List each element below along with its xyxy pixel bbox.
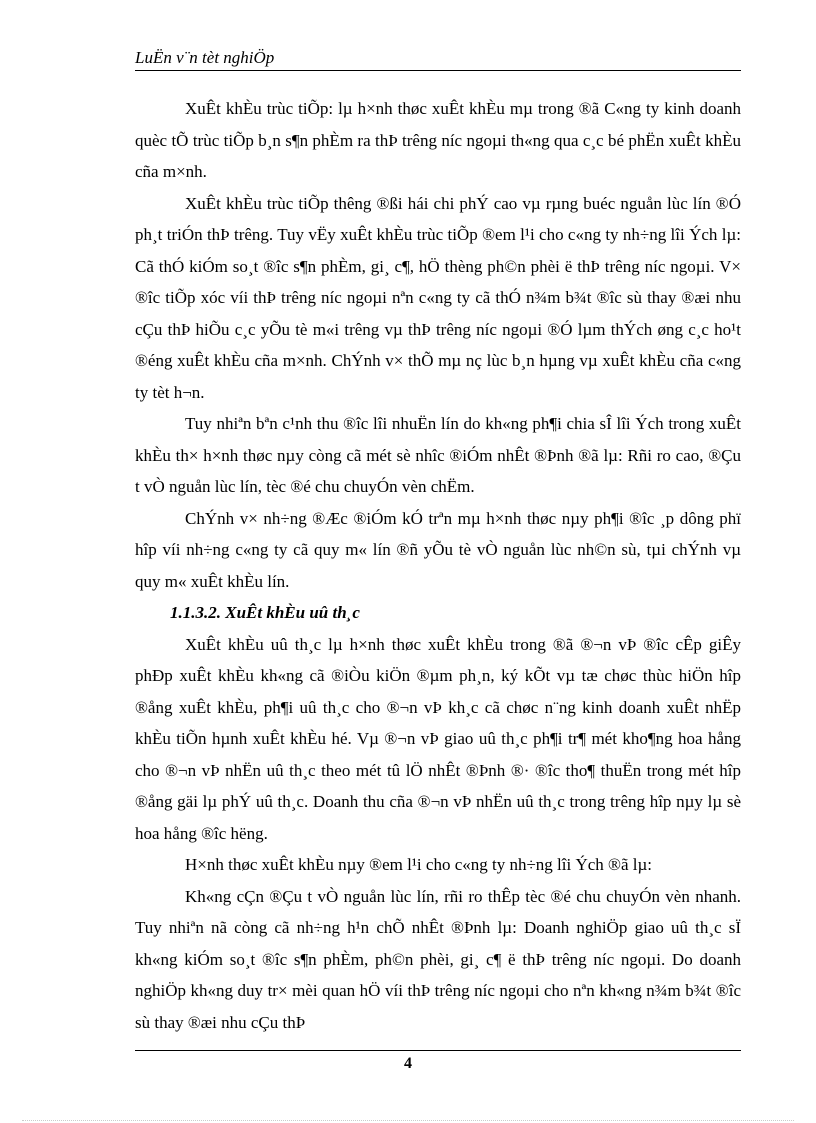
page-number: 4 <box>404 1055 412 1072</box>
body-paragraph: XuÊt khÈu uû th¸c lµ h×nh thøc xuÊt khÈu trong ®ã ®¬n vÞ ®îc cÊp giÊy phÐp xuÊt khÈu kh«ng cã ®iÒu kiÖn ®µm ph¸n, ký kÕt vµ tæ chøc thùc hiÖn hîp ®ång xuÊt khÈu, ph¶i uû th¸c cho ®¬n vÞ kh¸c cã chøc n¨ng kinh doanh xuÊt nhËp khÈu tiÕn hµnh xuÊt khÈu hé. Vµ ®¬n vÞ giao uû th¸c ph¶i tr¶ mét kho¶ng hoa hång cho ®¬n vÞ nhËn uû th¸c theo mét tû lÖ nhÊt ®Þnh ®· ®îc tho¶ thuËn trong mét hîp ®ång gäi lµ phÝ uû th¸c. Doanh thu cña ®¬n vÞ nhËn uû th¸c trong trêng hîp nµy lµ sè hoa hång ®îc hëng. <box>135 634 741 843</box>
page-bottom-border <box>22 1120 794 1121</box>
body-paragraph: XuÊt khÈu trùc tiÕp: lµ h×nh thøc xuÊt khÈu mµ trong ®ã C«ng ty kinh doanh quèc tÕ trùc tiÕp b¸n s¶n phÈm ra thÞ trêng níc ngoµi th«ng qua c¸c bé phËn xuÊt khÈu cña m×nh. <box>135 99 741 181</box>
body-paragraph: Tuy nhiªn bªn c¹nh thu ®îc lîi nhuËn lín do kh«ng ph¶i chia sÎ lîi Ých trong xuÊt khÈu th× h×nh thøc nµy còng cã mét sè nhîc ®iÓm nhÊt ®Þnh ®ã lµ: Rñi ro cao, ®Çu t vÒ nguån lùc lín, tèc ®é chu chuyÓn vèn chËm. <box>135 414 741 496</box>
body-paragraph: XuÊt khÈu trùc tiÕp thêng ®ßi hái chi phÝ cao vµ rµng buéc nguån lùc lín ®Ó ph¸t triÓn thÞ trêng. Tuy vËy xuÊt khÈu trùc tiÕp ®em l¹i cho c«ng ty nh÷ng lîi Ých lµ: Cã thÓ kiÓm so¸t ®îc s¶n phÈm, gi¸ c¶, hÖ thèng ph©n phèi ë thÞ trêng níc ngoµi. V× ®îc tiÕp xóc víi thÞ trêng níc ngoµi nªn c«ng ty cã thÓ n¾m b¾t ®îc sù thay ®æi nhu cÇu thÞ hiÕu c¸c yÕu tè m«i trêng vµ thÞ trêng níc ngoµi ®Ó lµm thÝch øng c¸c ho¹t ®éng xuÊt khÈu cña m×nh. ChÝnh v× thÕ mµ nç lùc b¸n hµng vµ xuÊt khÈu cña c«ng ty tèt h¬n. <box>135 193 741 402</box>
section-heading: 1.1.3.2. XuÊt khÈu uû th¸c <box>170 603 360 622</box>
body-paragraph: Kh«ng cÇn ®Çu t vÒ nguån lùc lín, rñi ro thÊp tèc ®é chu chuyÓn vèn nhanh. Tuy nhiªn nã còng cã nh÷ng h¹n chÕ nhÊt ®Þnh lµ: Doanh nghiÖp giao uû th¸c sÏ kh«ng kiÓm so¸t ®îc s¶n phÈm, ph©n phèi, gi¸ c¶ ë thÞ trêng níc ngoµi. Do doanh nghiÖp kh«ng duy tr× mèi quan hÖ víi thÞ trêng níc ngoµi cho nªn kh«ng n¾m b¾t ®îc sù thay ®æi nhu cÇu thÞ <box>135 886 741 1032</box>
header-rule <box>135 70 741 71</box>
running-header: LuËn v¨n tèt nghiÖp <box>135 48 275 67</box>
footer-rule <box>135 1050 741 1051</box>
body-paragraph: ChÝnh v× nh÷ng ®Æc ®iÓm kÓ trªn mµ h×nh thøc nµy ph¶i ®îc ¸p dông phï hîp víi nh÷ng c«ng ty cã quy m« lín ®ñ yÕu tè vÒ nguån lùc nh©n sù, tµi chÝnh vµ quy m« xuÊt khÈu lín. <box>135 508 741 591</box>
body-paragraph: H×nh thøc xuÊt khÈu nµy ®em l¹i cho c«ng ty nh÷ng lîi Ých ®ã lµ: <box>185 855 652 874</box>
page-body <box>135 93 741 1038</box>
